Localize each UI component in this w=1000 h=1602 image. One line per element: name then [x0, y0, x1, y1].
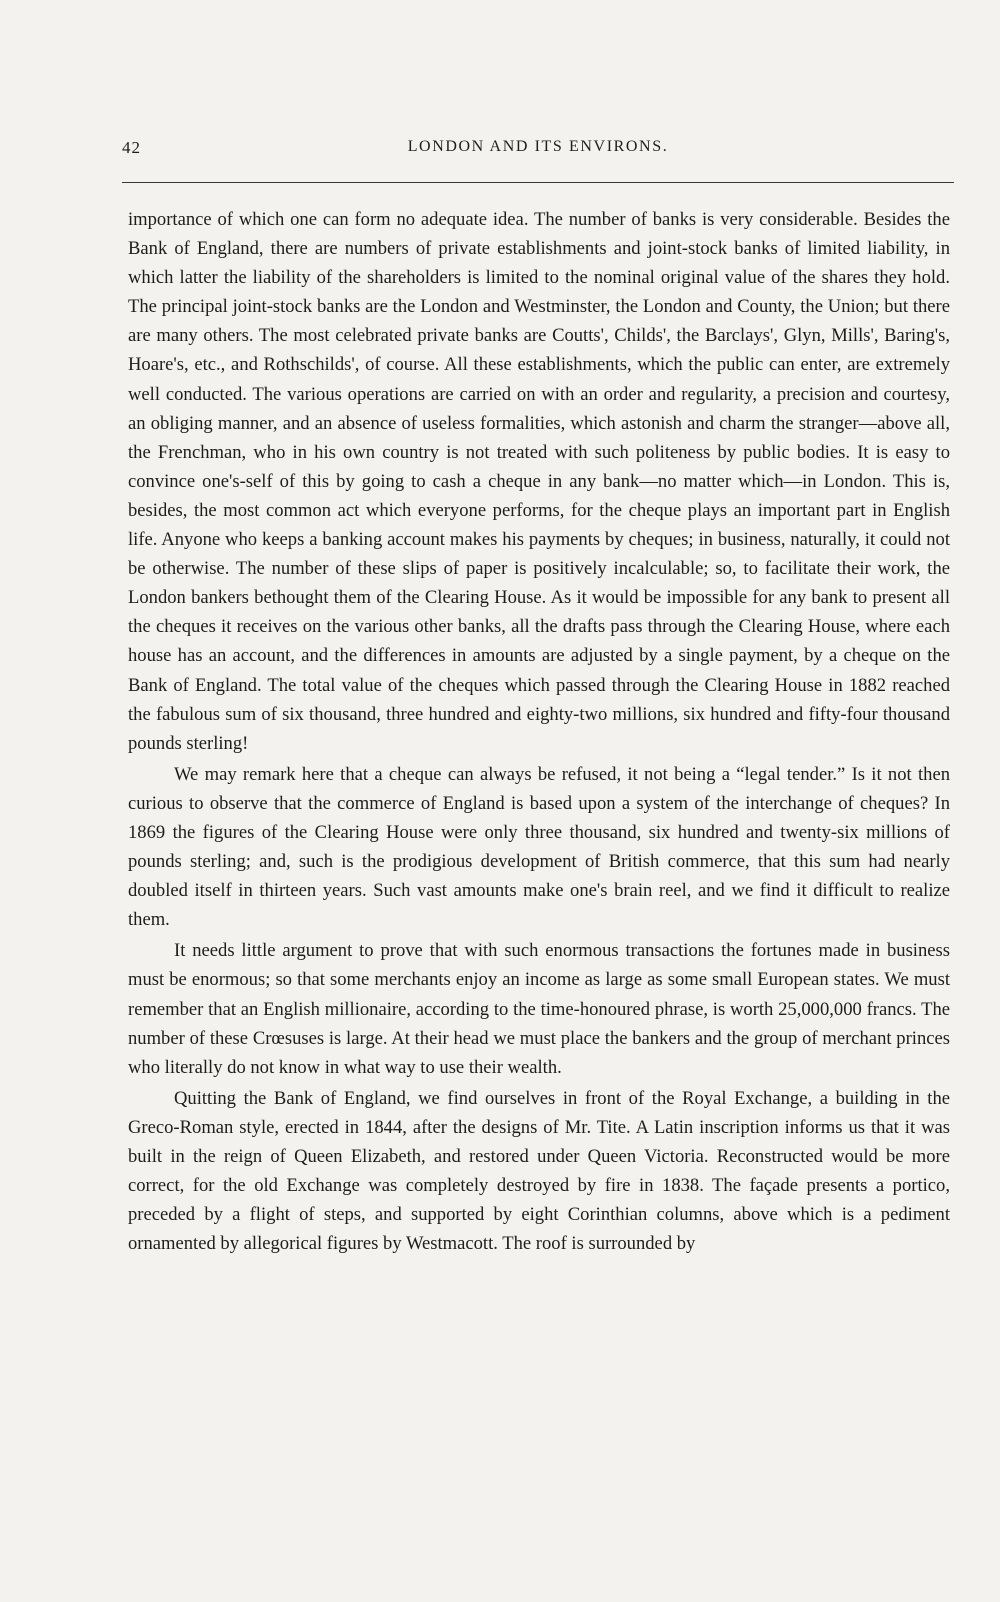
body-text — [128, 205, 950, 1258]
running-title: LONDON AND ITS ENVIRONS. — [407, 138, 669, 155]
paragraph-2: We may remark here that a cheque can always be refused, it not being a “legal tender.” Is it not then curious to observe that the commerce of England is based upon a system of the interchange of cheques? In 1869 the figures of the Clearing House were only three thousand, six hundred and twenty-six millions of pounds sterling; and, such is the prodigious development of British commerce, that this sum had nearly doubled itself in thirteen years. Such vast amounts make one's brain reel, and we find it difficult to realize them. — [128, 763, 950, 931]
paragraph-1: importance of which one can form no adequate idea. The number of banks is very considerable. Besides the Bank of England, there are numbers of private establishments and joint-stock banks of limited liability, in which latter the liability of the shareholders is limited to the nominal original value of the shares they hold. The principal joint-stock banks are the London and Westminster, the London and County, the Union; but there are many others. The most celebrated private banks are Coutts', Childs', the Barclays', Glyn, Mills', Baring's, Hoare's, etc., and Rothschilds', of course. All these establishments, which the public can enter, are extremely well conducted. The various operations are carried on with an order and regularity, a precision and courtesy, an obliging manner, and an absence of useless formalities, which astonish and charm the stranger—above all, the Frenchman, who in his own country is not treated with such politeness by public bodies. It is easy to convince one's-self of this by going to cash a cheque in any bank—no matter which—in London. This is, besides, the most common act which everyone performs, for the cheque plays an important part in English life. Anyone who keeps a banking account makes his payments by cheques; in business, naturally, it could not be otherwise. The number of these slips of paper is positively incalculable; so, to facilitate their work, the London bankers bethought them of the Clearing House. As it would be impossible for any bank to present all the cheques it receives on the various other banks, all the drafts pass through the Clearing House, where each house has an account, and the differences in amounts are adjusted by a single payment, by a cheque on the Bank of England. The total value of the cheques which passed through the Clearing House in 1882 reached the fabulous sum of six thousand, three hundred and eighty-two millions, six hundred and fifty-four thousand pounds sterling! — [128, 209, 950, 754]
header-rule — [122, 182, 954, 183]
page-number: 42 — [122, 138, 141, 157]
paragraph-3: It needs little argument to prove that with such enormous transactions the fortunes made in business must be enormous; so that some merchants enjoy an income as large as some small European states. We must remember that an English millionaire, according to the time-honoured phrase, is worth 25,000,000 francs. The number of these Crœsuses is large. At their head we must place the bankers and the group of merchant princes who literally do not know in what way to use their wealth. — [128, 940, 950, 1078]
page-header — [122, 138, 954, 168]
paragraph-4: Quitting the Bank of England, we find ourselves in front of the Royal Exchange, a building in the Greco-Roman style, erected in 1844, after the designs of Mr. Tite. A Latin inscription informs us that it was built in the reign of Queen Elizabeth, and restored under Queen Victoria. Reconstructed would be more correct, for the old Exchange was completely destroyed by fire in 1838. The façade presents a portico, preceded by a flight of steps, and supported by eight Corinthian columns, above which is a pediment ornamented by allegorical figures by Westmacott. The roof is surrounded by — [128, 1087, 950, 1255]
